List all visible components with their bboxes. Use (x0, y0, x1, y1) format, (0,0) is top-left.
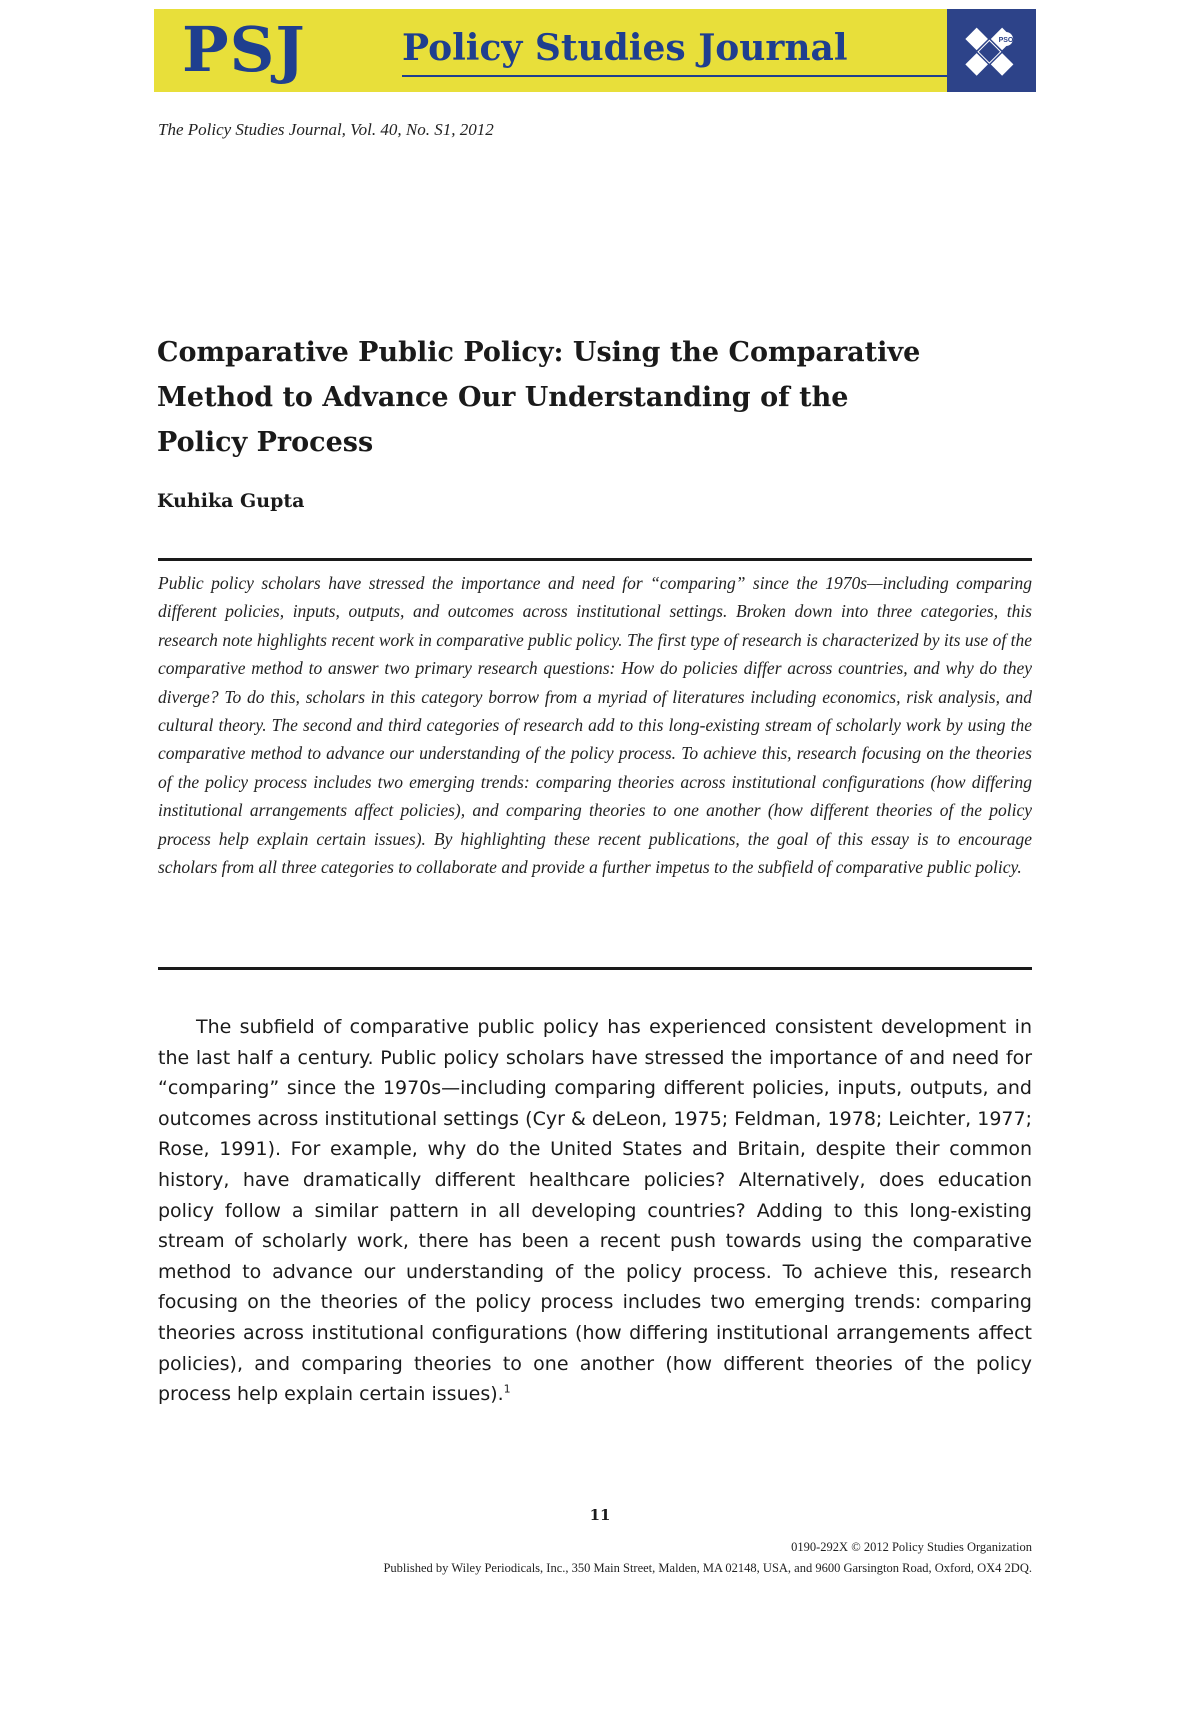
journal-masthead (154, 9, 1036, 92)
body-paragraph-text: The subfield of comparative public policy has experienced consistent development in the last half a century. Public policy scholars have stressed the importance of and need for “comparing” since the 1970s—including comparing different policies, inputs, outputs, and outcomes across institutional settings (Cyr & deLeon, 1975; Feldman, 1978; Leichter, 1977; Rose, 1991). For example, why do the United States and Britain, despite their common history, have dramatically different healthcare policies? Alternatively, does education policy follow a similar pattern in all developing countries? Adding to this long-existing stream of scholarly work, there has been a recent push towards using the comparative method to advance our understanding of the policy process. To achieve this, research focusing on the theories of the policy process includes two emerging trends: comparing theories across institutional configurations (how differing institutional arrangements affect policies), and comparing theories to one another (how different theories of the policy process help explain certain issues). (158, 1016, 1032, 1406)
page-number: 11 (589, 1506, 611, 1524)
article-abstract: Public policy scholars have stressed the importance and need for “comparing” since the 1970s—including comparing different policies, inputs, outputs, and outcomes across institutional settings. Broken down into three categories, this research note highlights recent work in comparative public policy. The first type of research is characterized by its use of the comparative method to answer two primary research questions: How do policies differ across countries, and why do they diverge? To do this, scholars in this category borrow from a myriad of literatures including economics, risk analysis, and cultural theory. The second and third categories of research add to this long-existing stream of scholarly work by using the comparative method to advance our understanding of the policy process. To achieve this, research focusing on the theories of the policy process includes two emerging trends: comparing theories across institutional configurations (how differing institutional arrangements affect policies), and comparing theories to one another (how different theories of the policy process help explain certain issues). By highlighting these recent publications, the goal of this essay is to encourage scholars from all three categories to collaborate and provide a further impetus to the subfield of comparative public policy. (158, 573, 1032, 878)
body-paragraph (158, 1012, 1032, 1410)
title-line: Comparative Public Policy: Using the Comparative (157, 337, 921, 368)
journal-name: Policy Studies Journal (402, 27, 848, 69)
journal-name-underline (402, 75, 1001, 77)
publisher-notice: Published by Wiley Periodicals, Inc., 350 Main Street, Malden, MA 02148, USA, and 9600 Garsington Road, Oxford, OX4 2DQ. (383, 1561, 1032, 1575)
title-line: Method to Advance Our Understanding of the (157, 382, 849, 413)
journal-abbreviation: PSJ (182, 13, 306, 86)
title-line: Policy Process (157, 427, 374, 458)
copyright-notice: 0190-292X © 2012 Policy Studies Organization (791, 1540, 1032, 1554)
abstract-top-rule (158, 558, 1032, 561)
pso-logo-text: PSO (998, 37, 1014, 44)
footnote-marker[interactable]: 1 (503, 1382, 511, 1396)
journal-citation: The Policy Studies Journal, Vol. 40, No. S1, 2012 (158, 120, 494, 139)
pso-logo (947, 9, 1036, 92)
article-author: Kuhika Gupta (157, 490, 305, 512)
pso-logo-icon (947, 9, 1036, 92)
abstract-bottom-rule (158, 967, 1032, 970)
article-title (157, 330, 977, 465)
